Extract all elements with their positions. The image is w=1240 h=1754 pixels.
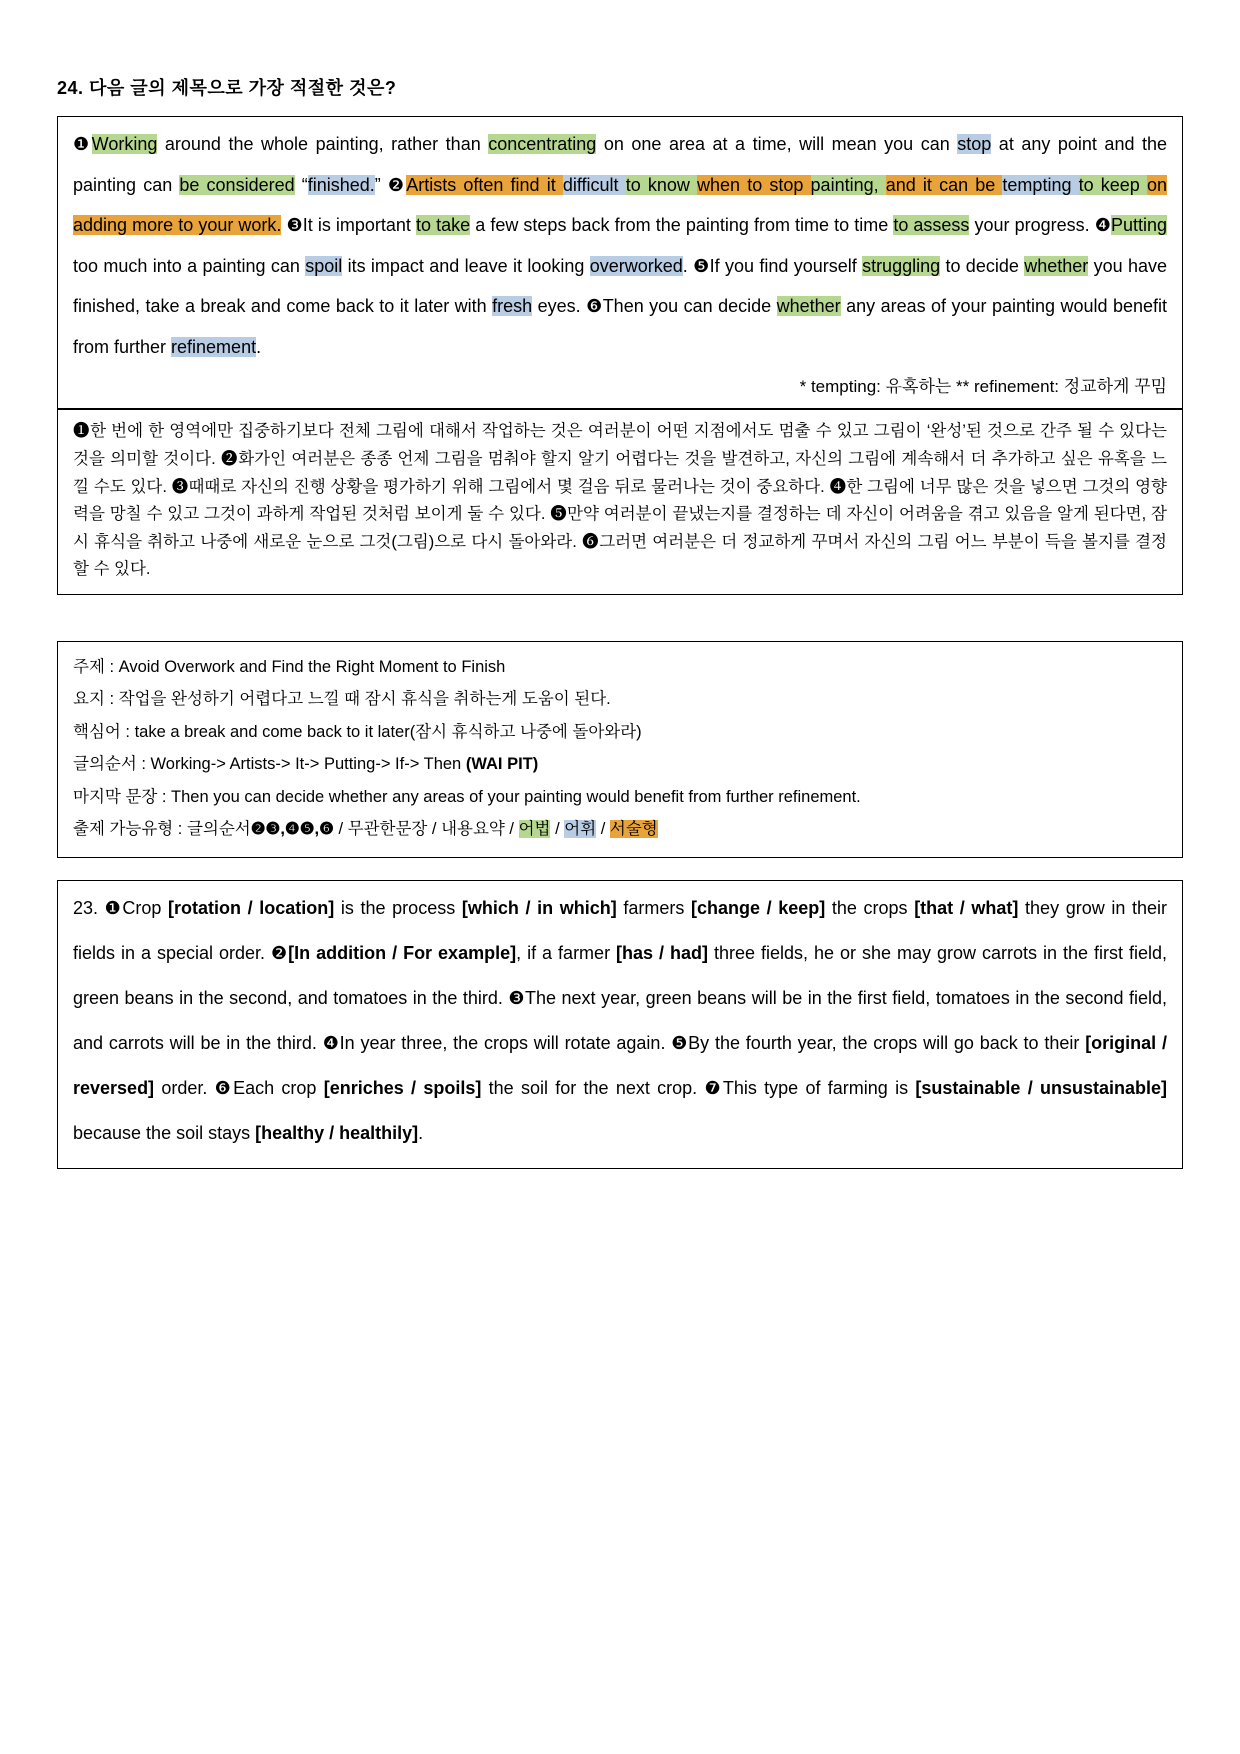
passage-english-text: ❶Working around the whole painting, rather than concentrating on one area at a time, will mean you can stop at any point and the painting can be considered “finished.” ❷Artists often find it difficult to know when to stop painting, and it can be tempting to keep on adding more to your work. ❸It is important to take a few steps back from the painting from time to time to assess your progress. ❹Putting too much into a painting can spoil its impact and leave it looking overworked. ❺If you find yourself struggling to decide whether you have finished, take a break and come back to it later with fresh eyes. ❻Then you can decide whether any areas of your painting would benefit from further refinement. bbox=[73, 134, 1168, 357]
passage-korean-translation: ❶한 번에 한 영역에만 집중하기보다 전체 그림에 대해서 작업하는 것은 여러분이 어떤 지점에서도 멈출 수 있고 그림이 ‘완성’된 것으로 간주 될 수 있다는 것을 의미할 것이다. ❷화가인 여러분은 종종 언제 그림을 멈춰야 할지 알기 어렵다는 것을 발견하고, 자신의 그림에 계속해서 더 추가하고 싶은 유혹을 느낄 수도 있다. ❸때때로 자신의 진행 상황을 평가하기 위해 그림에서 몇 걸음 뒤로 물러나는 것이 중요하다. ❹한 그림에 너무 많은 것을 넣으면 그것의 영향력을 망칠 수 있고 그것이 과하게 작업된 것처럼 보이게 둘 수 있다. ❺만약 여러분이 끝냈는지를 결정하는 데 자신이 어려움을 겪고 있음을 알게 된다면, 잠시 휴식을 취하고 나중에 새로운 눈으로 그것(그림)으로 다시 돌아와라. ❻그러면 여러분은 더 정교하게 꾸며서 자신의 그림 어느 부분이 득을 볼지를 결정할 수 있다. bbox=[73, 422, 1167, 579]
summary-row-question-types: 출제 가능유형 : 글의순서❷❸,❹❺,❻ / 무관한문장 / 내용요약 / 어법 / 어휘 / 서술형 bbox=[73, 820, 658, 839]
summary-row-gist: 요지 : 작업을 완성하기 어렵다고 느낄 때 잠시 휴식을 취하는게 도움이 된다. bbox=[73, 690, 611, 709]
summary-row-keywords: 핵심어 : take a break and come back to it later(잠시 휴식하고 나중에 돌아와라) bbox=[73, 722, 642, 741]
question-23-text: 23. ❶Crop [rotation / location] is the process [which / in which] farmers [change / keep] the crops [that / what] they grow in their fields in a special order. ❷[In addition / For example], if a farmer [has / had] three fields, he or she may grow carrots in the first field, green beans in the second, and tomatoes in the third. ❸The next year, green beans will be in the first field, tomatoes in the second field, and carrots will be in the third. ❹In year three, the crops will rotate again. ❺By the fourth year, the crops will go back to their [original / reversed] order. ❻Each crop [enriches / spoils] the soil for the next crop. ❼This type of farming is [sustainable / unsustainable] because the soil stays [healthy / healthily]. bbox=[73, 897, 1168, 1143]
passage-vocabulary-footnote: * tempting: 유혹하는 ** refinement: 정교하게 꾸밈 bbox=[799, 377, 1167, 396]
summary-row-sentence-order: 글의순서 : Working-> Artists-> It-> Putting-> If-> Then (WAI PIT) bbox=[73, 755, 539, 774]
summary-row-last-sentence: 마지막 문장 : Then you can decide whether any areas of your painting would benefit from further refinement. bbox=[73, 787, 861, 806]
translation-box bbox=[57, 408, 1183, 595]
analysis-summary-box bbox=[57, 641, 1183, 858]
question-24-title: 24. 다음 글의 제목으로 가장 적절한 것은? bbox=[57, 78, 397, 98]
question-24-passage-box bbox=[57, 116, 1183, 410]
question-23-box bbox=[57, 880, 1183, 1169]
summary-row-topic: 주제 : Avoid Overwork and Find the Right Moment to Finish bbox=[73, 657, 506, 676]
